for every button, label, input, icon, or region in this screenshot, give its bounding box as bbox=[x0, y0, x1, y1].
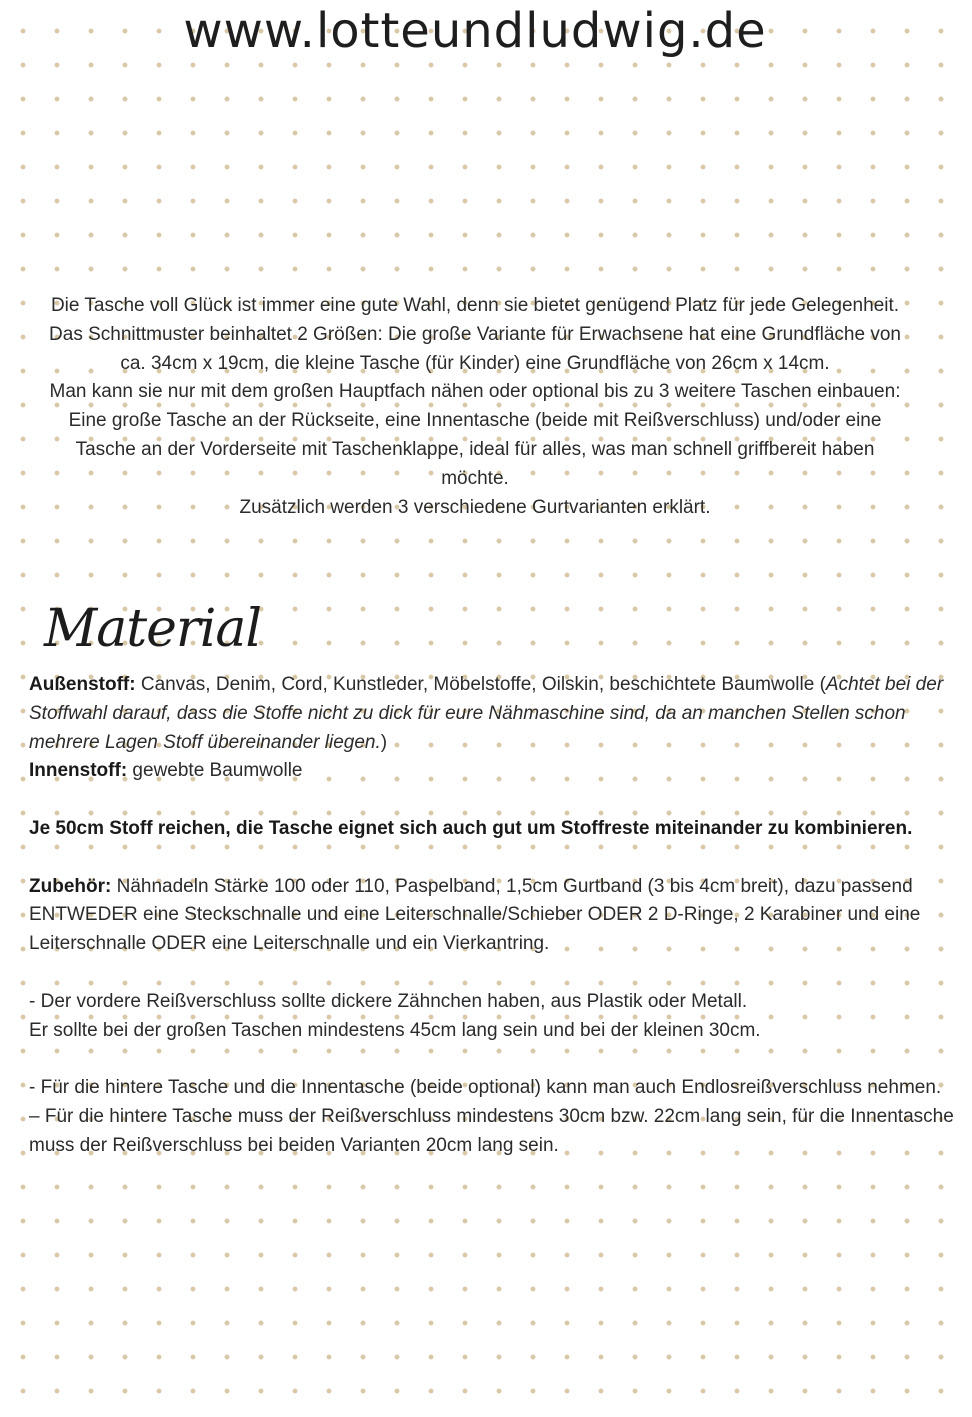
intro-text bbox=[40, 292, 910, 522]
spacer bbox=[29, 1045, 959, 1074]
spacer bbox=[29, 786, 959, 815]
aussenstoff-note: Achtet bei der Stoffwahl darauf, dass die Stoffe nicht zu dick für eure Nähmaschine sind, da an manchen Stellen schon mehrere Lagen Stoff übereinander liegen. bbox=[29, 674, 944, 753]
intro-paragraph-2: Das Schnittmuster beinhaltet 2 Größen: Die große Variante für Erwachsene hat eine Grundfläche von ca. 34cm x 19cm, die kleine Tasche (für Kinder) eine Grundfläche von 26cm x 14cm. bbox=[49, 323, 901, 374]
intro-paragraph-3: Man kann sie nur mit dem großen Hauptfach nähen oder optional bis zu 3 weitere Taschen einbauen: Eine große Tasche an der Rückseite, eine Innentasche (beide mit Reißverschluss) und/oder eine Tasche an der Vorderseite mit Taschenklappe, ideal für alles, was man schnell griffbereit haben möchte. bbox=[49, 381, 901, 489]
site-url[interactable]: www.lotteundludwig.de bbox=[183, 3, 767, 59]
aussenstoff-label: Außenstoff: bbox=[29, 674, 136, 695]
innenstoff-line bbox=[29, 757, 959, 786]
aussenstoff-text: Canvas, Denim, Cord, Kunstleder, Möbelstoffe, Oilskin, beschichtete Baumwolle ( bbox=[135, 674, 826, 695]
material-details bbox=[29, 671, 959, 1161]
zubehoer-line bbox=[29, 873, 959, 959]
spacer bbox=[29, 959, 959, 988]
rv-vorne-line-1: - Der vordere Reißverschluss sollte dickere Zähnchen haben, aus Plastik oder Metall. bbox=[29, 990, 748, 1012]
intro-paragraph-1: Die Tasche voll Glück ist immer eine gute Wahl, denn sie bietet genügend Platz für jede Gelegenheit. bbox=[50, 295, 900, 316]
intro-paragraph-4: Zusätzlich werden 3 verschiedene Gurtvarianten erklärt. bbox=[239, 496, 711, 518]
aussenstoff-close: ) bbox=[380, 731, 388, 753]
rv-hinten-line-1: - Für die hintere Tasche und die Innentasche (beide optional) kann man auch Endlosreißverschluss nehmen. bbox=[29, 1077, 942, 1099]
rv-vorne-line-2: Er sollte bei der großen Taschen mindestens 45cm lang sein und bei der kleinen 30cm. bbox=[29, 1019, 761, 1041]
zubehoer-text: Nähnadeln Stärke 100 oder 110, Paspelband, 1,5cm Gurtband (3 bis 4cm breit), dazu passend ENTWEDER eine Steckschnalle und eine Leiterschnalle/Schieber ODER 2 D-Ringe, 2 Karabiner und eine Leiterschnalle ODER eine Leiterschnalle und ein Vierkantring. bbox=[29, 875, 921, 955]
innenstoff-text: gewebte Baumwolle bbox=[127, 760, 303, 782]
stoff-hinweis bbox=[29, 815, 959, 844]
rv-hinten-line-2: – Für die hintere Tasche muss der Reißverschluss mindestens 30cm bzw. 22cm lang sein, für die Innentasche muss der Reißverschluss bei beiden Varianten 20cm lang sein. bbox=[29, 1105, 954, 1156]
innenstoff-label: Innenstoff: bbox=[29, 760, 128, 782]
material-heading: Material bbox=[44, 599, 262, 659]
stoff-hinweis-text: Je 50cm Stoff reichen, die Tasche eignet sich auch gut um Stoffreste miteinander zu kombinieren. bbox=[29, 817, 913, 839]
zubehoer-label: Zubehör: bbox=[29, 875, 112, 897]
spacer bbox=[29, 844, 959, 873]
aussenstoff-line bbox=[29, 671, 959, 757]
